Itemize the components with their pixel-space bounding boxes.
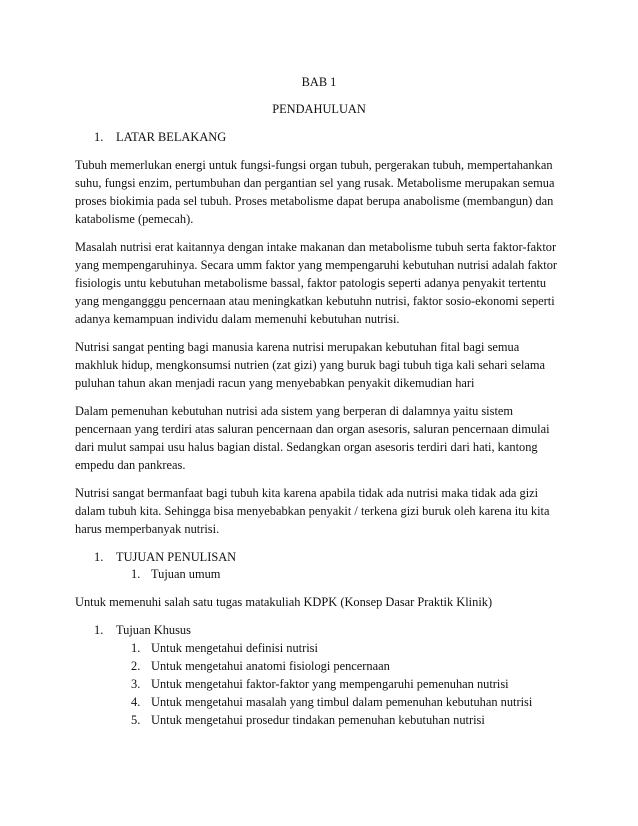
paragraph-line: harus memperbanyak nutrisi. bbox=[75, 522, 220, 536]
paragraph-line: katabolisme (pemecah). bbox=[75, 212, 194, 226]
section-heading: Tujuan Khusus bbox=[116, 623, 191, 637]
paragraph-line: adanya kemampuan individu dalam memenuhi kebutuhan nutrisi. bbox=[75, 312, 400, 326]
paragraph-line: makhluk hidup, mengkonsumsi nutrien (zat gizi) yang buruk bagi tubuh tiga kali sehari selama bbox=[75, 358, 546, 372]
subsection-number: 1. bbox=[131, 567, 141, 581]
paragraph-line: puluhan tahun akan menjadi racun yang menyebabkan penyakit dikemudian hari bbox=[75, 376, 475, 390]
chapter-title: PENDAHULUAN bbox=[272, 102, 366, 116]
list-item-lead: Untuk mengetahui bbox=[151, 659, 243, 673]
paragraph-line: dari mulut sampai usu halus bagian distal. Sedangkan organ asesoris terdiri dari hati, kantong bbox=[75, 440, 538, 454]
list-item-text: prosedur tindakan pemenuhan kebutuhan nutrisi bbox=[246, 713, 485, 727]
list-item-lead: Untuk mengetahui bbox=[151, 677, 243, 691]
section-number: 1. bbox=[94, 130, 104, 144]
paragraph-line: suhu, fungsi enzim, pertumbuhan dan pergantian sel yang rusak. Metabolisme merupakan semua bbox=[75, 176, 555, 190]
subsection-heading: Tujuan umum bbox=[151, 567, 221, 581]
paragraph-line: empedu dan pankreas. bbox=[75, 458, 186, 472]
list-item-text: anatomi fisiologi pencernaan bbox=[246, 659, 390, 673]
section-number: 1. bbox=[94, 550, 104, 564]
paragraph-line: fisiologis untu kebutuhan metabolisme bassal, faktor patologis seperti adanya penyakit tertentu bbox=[75, 276, 547, 290]
list-item-number: 4. bbox=[131, 695, 141, 709]
list-item-text: faktor-faktor yang mempengaruhi pemenuhan nutrisi bbox=[246, 677, 509, 691]
list-item-text: definisi nutrisi bbox=[246, 641, 318, 655]
list-item-number: 2. bbox=[131, 659, 141, 673]
paragraph-line: Tubuh memerlukan energi untuk fungsi-fungsi organ tubuh, pergerakan tubuh, mempertahankan bbox=[75, 158, 553, 172]
section-number: 1. bbox=[94, 623, 104, 637]
tujuan-umum-text: Untuk memenuhi salah satu tugas matakuliah KDPK (Konsep Dasar Praktik Klinik) bbox=[75, 595, 493, 609]
paragraph-line: Nutrisi sangat bermanfaat bagi tubuh kita karena apabila tidak ada nutrisi maka tidak ada gizi bbox=[75, 486, 539, 500]
chapter-label: BAB 1 bbox=[301, 75, 337, 89]
paragraph-line: pencernaan yang terdiri atas saluran pencernaan dan organ asesoris, saluran pencernaan dimulai bbox=[75, 422, 550, 436]
list-item-text: masalah yang timbul dalam pemenuhan kebutuhan nutrisi bbox=[246, 695, 533, 709]
section-heading: LATAR BELAKANG bbox=[116, 130, 227, 144]
list-item-number: 1. bbox=[131, 641, 141, 655]
list-item-number: 3. bbox=[131, 677, 141, 691]
paragraph-line: Dalam pemenuhan kebutuhan nutrisi ada sistem yang berperan di dalamnya yaitu sistem bbox=[75, 404, 514, 418]
paragraph-line: Masalah nutrisi erat kaitannya dengan intake makanan dan metabolisme tubuh serta faktor-faktor bbox=[75, 240, 557, 254]
list-item-lead: Untuk mengetahui bbox=[151, 713, 243, 727]
list-item-lead: Untuk mengetahui bbox=[151, 695, 243, 709]
section-heading: TUJUAN PENULISAN bbox=[116, 550, 237, 564]
paragraph-line: dalam tubuh kita. Sehingga bisa menyebabkan penyakit / terkena gizi buruk oleh karena itu kita bbox=[75, 504, 550, 518]
paragraph-line: proses biokimia pada sel tubuh. Proses metabolisme dapat berupa anabolisme (membangun) dan bbox=[75, 194, 554, 208]
paragraph-line: Nutrisi sangat penting bagi manusia karena nutrisi merupakan kebutuhan fital bagi semua bbox=[75, 340, 520, 354]
list-item-number: 5. bbox=[131, 713, 141, 727]
paragraph-line: yang mempengaruhinya. Secara umm faktor yang mempengaruhi kebutuhan nutrisi adalah faktor bbox=[75, 258, 558, 272]
list-item-lead: Untuk mengetahui bbox=[151, 641, 243, 655]
paragraph-line: yang mengangggu pencernaan atau meningkatkan kebutuhn nutrisi, faktor sosio-ekonomi seperti bbox=[75, 294, 555, 308]
